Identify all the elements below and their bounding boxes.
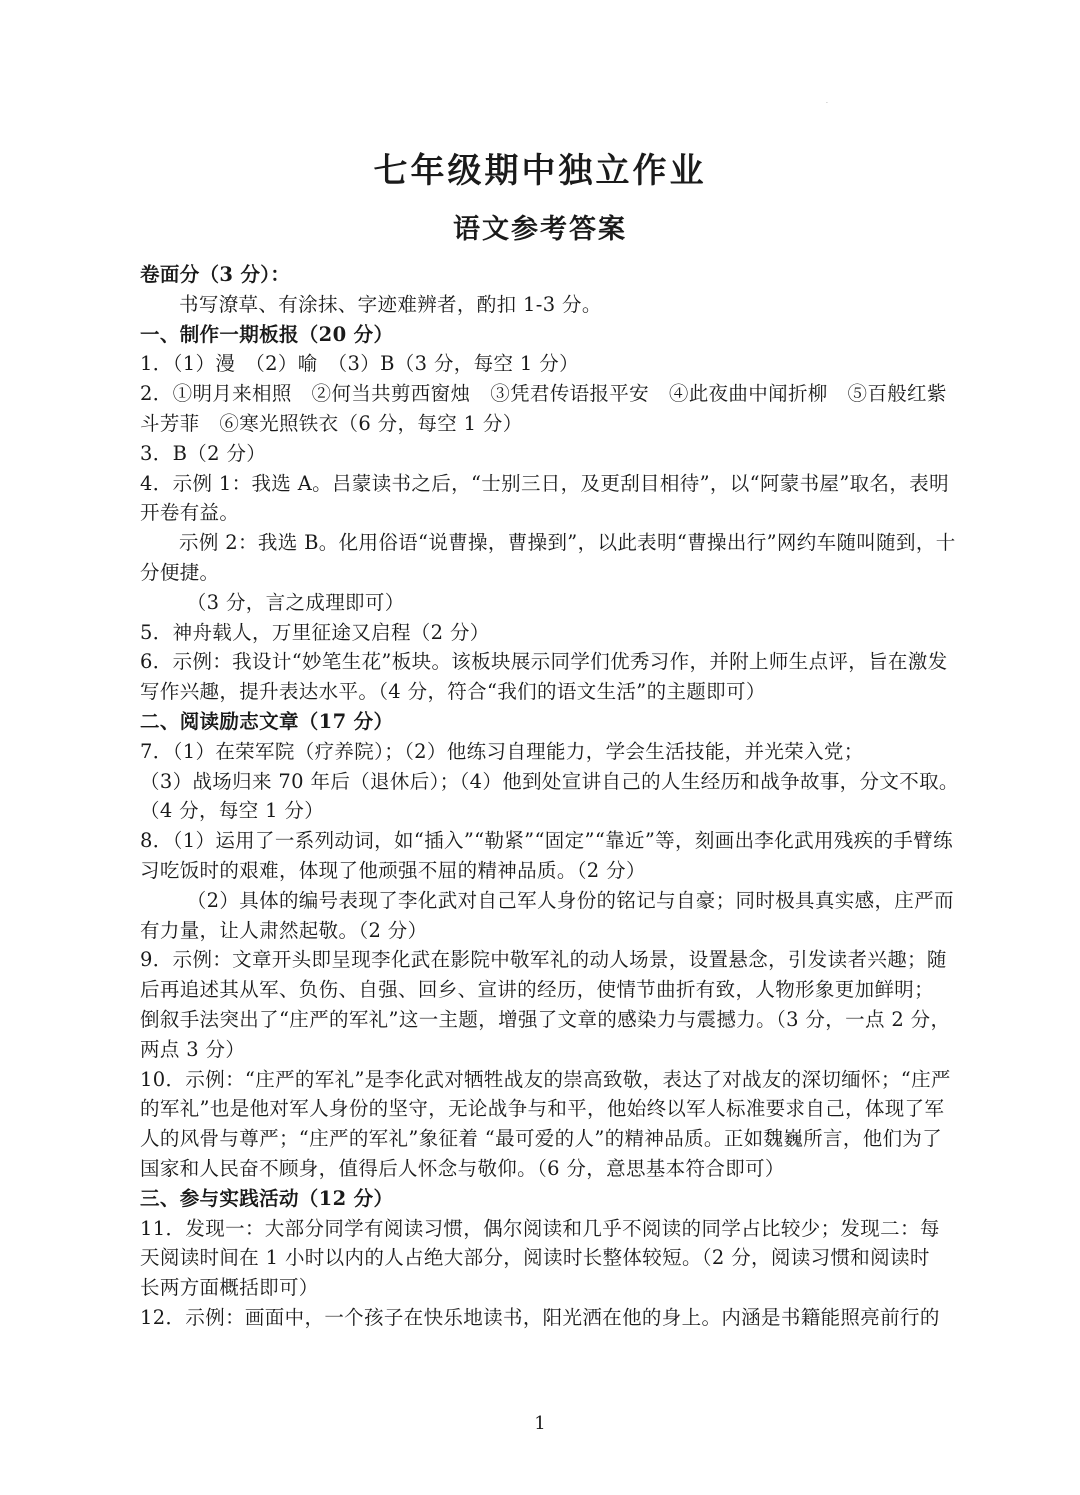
answer-line: 3．B（2 分）: [140, 441, 267, 465]
answer-line: 开卷有益。: [140, 501, 240, 525]
corner-mark: ·: [826, 100, 828, 107]
answer-line: （4 分，每空 1 分）: [140, 799, 325, 823]
answer-line: 国家和人民奋不顾身，值得后人怀念与敬仰。（6 分，意思基本符合即可）: [140, 1156, 785, 1180]
answer-body: [140, 260, 968, 1333]
answer-line: 习吃饭时的艰难，体现了他顽强不屈的精神品质。（2 分）: [140, 858, 646, 882]
answer-line: （3 分，言之成理即可）: [186, 590, 405, 614]
answer-line: 5．神舟载人，万里征途又启程（2 分）: [140, 620, 490, 644]
section-heading: 卷面分（3 分）：: [140, 263, 291, 286]
answer-line: 6．示例：我设计“妙笔生花”板块。该板块展示同学们优秀习作，并附上师生点评，旨在激发: [140, 650, 948, 674]
document-subtitle: 语文参考答案: [453, 214, 627, 245]
document-title: 七年级期中独立作业: [373, 151, 707, 191]
answer-line: 人的风骨与尊严；“庄严的军礼”象征着 “最可爱的人”的精神品质。正如魏巍所言，他们为了: [140, 1127, 943, 1151]
answer-line: 分便捷。: [140, 560, 220, 584]
answer-line: 倒叙手法突出了“庄严的军礼”这一主题，增强了文章的感染力与震撼力。（3 分，一点 2 分，: [140, 1007, 951, 1031]
answer-line: 8．（1）运用了一系列动词，如“插入”“勒紧”“固定”“靠近”等，刻画出李化武用残疾的手臂练: [140, 829, 953, 853]
answer-line: （2）具体的编号表现了李化武对自己军人身份的铭记与自豪；同时极具真实感，庄严而: [186, 888, 954, 912]
answer-line: 写作兴趣，提升表达水平。（4 分，符合“我们的语文生活”的主题即可）: [140, 680, 766, 704]
answer-line: 10．示例：“庄严的军礼”是李化武对牺牲战友的崇高致敬，表达了对战友的深切缅怀；“庄严: [140, 1067, 951, 1091]
answer-line: 长两方面概括即可）: [140, 1276, 319, 1300]
answer-line: 9．示例：文章开头即呈现李化武在影院中敬军礼的动人场景，设置悬念，引发读者兴趣；随: [140, 948, 947, 972]
answer-line: 斗芳菲 ⑥寒光照铁衣（6 分，每空 1 分）: [140, 411, 523, 435]
answer-line: 有力量，让人肃然起敬。（2 分）: [140, 918, 428, 942]
section-heading: 三、参与实践活动（12 分）: [140, 1186, 394, 1210]
section-heading: 二、阅读励志文章（17 分）: [140, 709, 394, 733]
answer-line: 天阅读时间在 1 小时以内的人占绝大部分，阅读时长整体较短。（2 分，阅读习惯和阅读时: [140, 1246, 930, 1270]
answer-line: 4．示例 1：我选 A。吕蒙读书之后，“士别三日，及更刮目相待”，以“阿蒙书屋”取名，表明: [140, 471, 949, 495]
answer-line: （3）战场归来 70 年后（退休后）；（4）他到处宣讲自己的人生经历和战争故事，分文不取。: [140, 769, 959, 793]
answer-line: 后再追述其从军、负伤、自强、回乡、宣讲的经历，使情节曲折有致，人物形象更加鲜明；: [140, 978, 935, 1002]
answer-line: 12．示例：画面中，一个孩子在快乐地读书，阳光洒在他的身上。内涵是书籍能照亮前行的: [140, 1305, 940, 1329]
answer-line: 2．①明月来相照 ②何当共剪西窗烛 ③凭君传语报平安 ④此夜曲中闻折柳 ⑤百般红紫: [140, 382, 947, 406]
page-number: 1: [534, 1413, 546, 1434]
answer-line: 11．发现一：大部分同学有阅读习惯，偶尔阅读和几乎不阅读的同学占比较少；发现二：每: [140, 1216, 940, 1240]
section-heading: 一、制作一期板报（20 分）: [140, 322, 394, 346]
answer-line: 示例 2：我选 B。化用俗语“说曹操，曹操到”，以此表明“曹操出行”网约车随叫随到，十: [179, 531, 956, 555]
answer-line: 1．（1）漫 （2）喻 （3）B（3 分，每空 1 分）: [140, 352, 579, 376]
answer-line: 的军礼”也是他对军人身份的坚守，无论战争与和平，他始终以军人标准要求自己，体现了军: [140, 1097, 945, 1121]
answer-line: 两点 3 分）: [140, 1037, 246, 1061]
answer-line: 书写潦草、有涂抹、字迹难辨者，酌扣 1-3 分。: [179, 292, 602, 316]
answer-line: 7．（1）在荣军院（疗养院）；（2）他练习自理能力，学会生活技能，并光荣入党；: [140, 739, 864, 763]
